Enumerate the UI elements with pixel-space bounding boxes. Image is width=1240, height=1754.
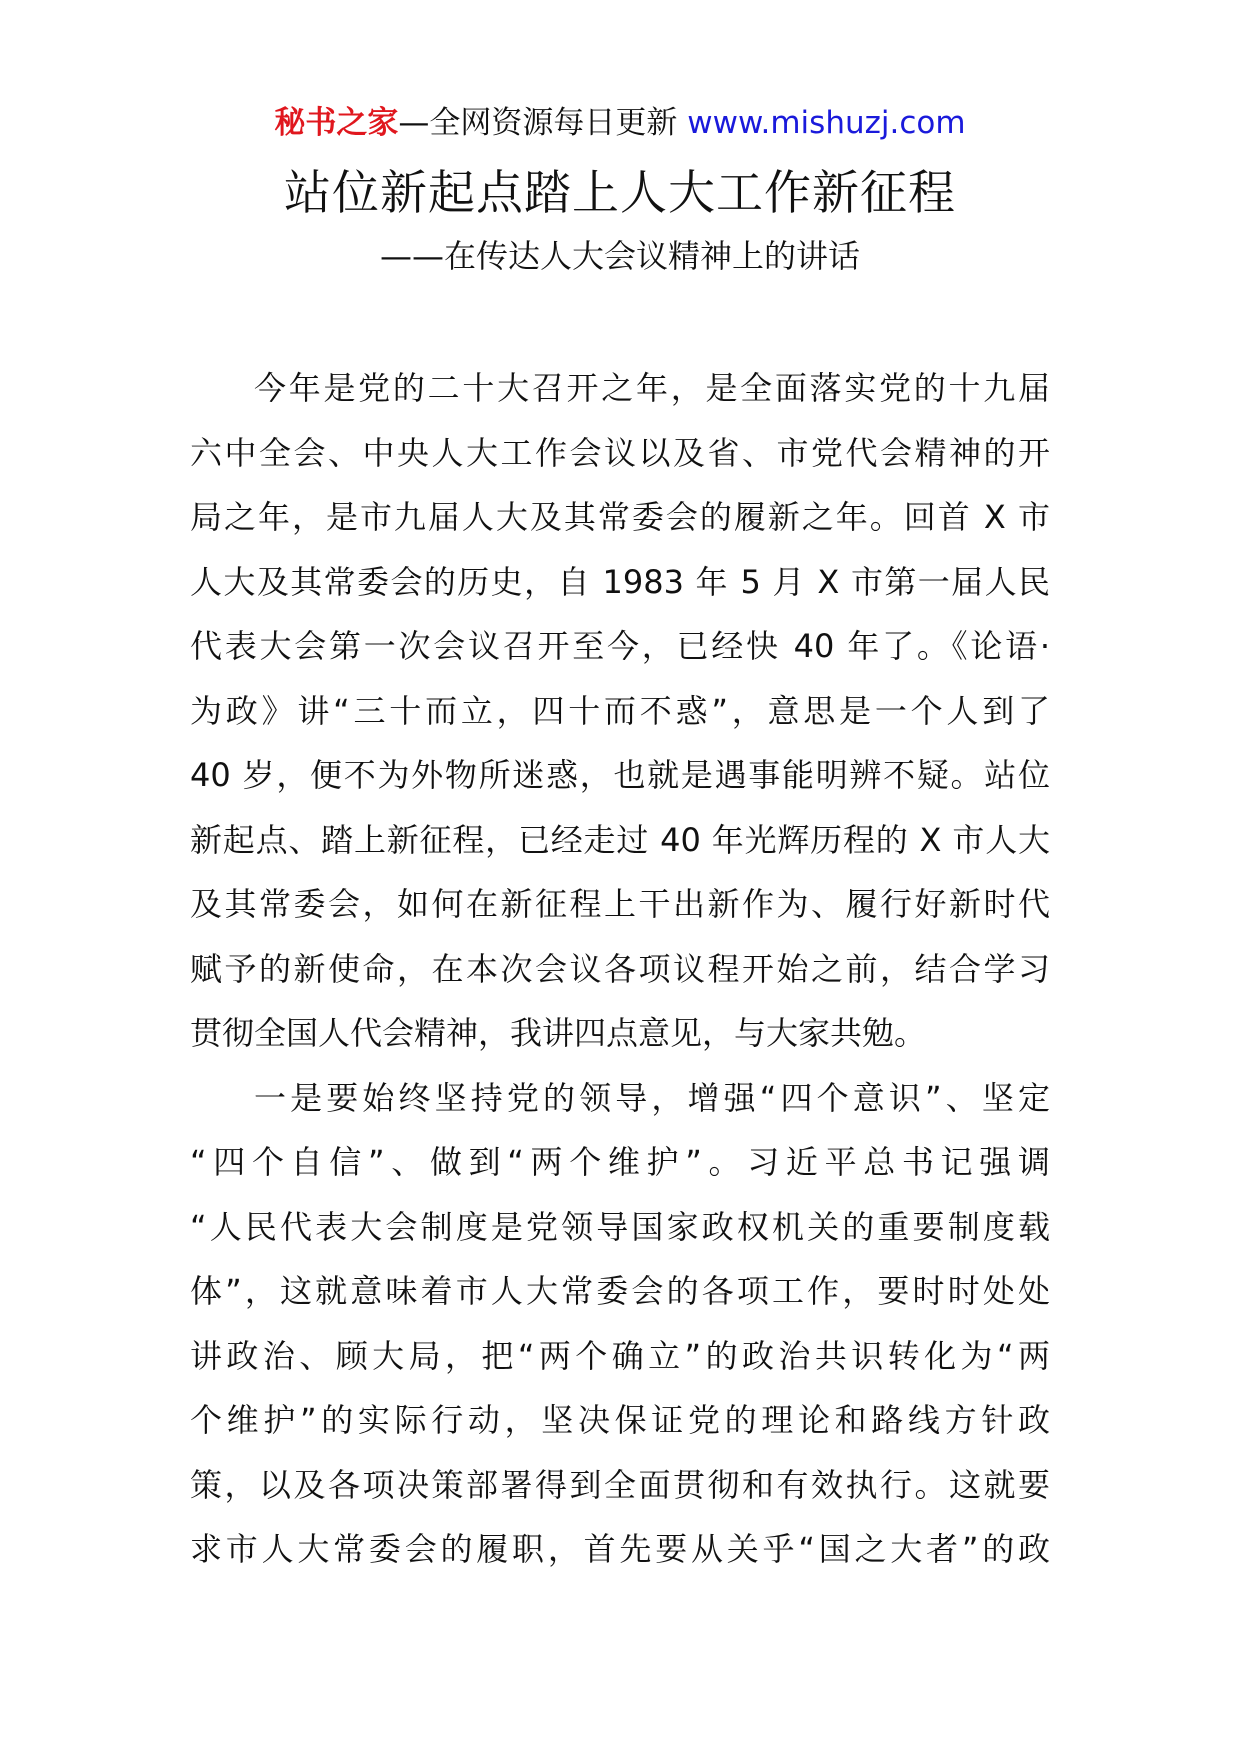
paragraph-line: 赋予的新使命，在本次会议各项议程开始之前，结合学习 — [190, 949, 1050, 988]
paragraph-line: 新起点、踏上新征程，已经走过 40 年光辉历程的 X 市人大 — [190, 820, 1050, 859]
site-header — [0, 100, 1240, 146]
paragraph-line: 今年是党的二十大召开之年，是全面落实党的十九届 — [254, 369, 1050, 407]
document-title: 站位新起点踏上人大工作新征程 — [284, 166, 956, 221]
paragraph-line: 局之年，是市九届人大及其常委会的履新之年。回首 X 市 — [190, 498, 1050, 536]
paragraph-line: 体”，这就意味着市人大常委会的各项工作，要时时处处 — [190, 1272, 1050, 1310]
paragraph-line: 为政》讲“三十而立，四十而不惑”，意思是一个人到了 — [190, 691, 1050, 730]
paragraph-line: 贯彻全国人代会精神，我讲四点意见，与大家共勉。 — [190, 1014, 927, 1052]
paragraph-line: 求市人大常委会的履职，首先要从关乎“国之大者”的政 — [190, 1530, 1050, 1568]
paragraph-line: 人大及其常委会的历史，自 1983 年 5 月 X 市第一届人民 — [190, 562, 1050, 601]
paragraph-line: 代表大会第一次会议召开至今，已经快 40 年了。《论语· — [190, 627, 1050, 665]
paragraph-line: 个维护”的实际行动，坚决保证党的理论和路线方针政 — [190, 1401, 1050, 1439]
paragraph-line: 及其常委会，如何在新征程上干出新作为、履行好新时代 — [190, 885, 1050, 923]
paragraph-line: “四个自信”、做到“两个维护”。习近平总书记强调 — [190, 1143, 1050, 1181]
document-body — [190, 356, 1050, 1582]
header-slogan: —全网资源每日更新 — [398, 105, 688, 141]
brand-name: 秘书之家 — [274, 105, 399, 141]
document-subtitle: ——在传达人大会议精神上的讲话 — [379, 237, 860, 275]
paragraph-line: 讲政治、顾大局，把“两个确立”的政治共识转化为“两 — [190, 1336, 1050, 1375]
paragraph-line: 40 岁，便不为外物所迷惑，也就是遇事能明辨不疑。站位 — [190, 756, 1050, 794]
site-link[interactable]: www.mishuzj.com — [687, 105, 966, 141]
paragraph-line: 策，以及各项决策部署得到全面贯彻和有效执行。这就要 — [190, 1465, 1050, 1504]
paragraph-line: 六中全会、中央人大工作会议以及省、市党代会精神的开 — [190, 433, 1050, 472]
paragraph-line: 一是要始终坚持党的领导，增强“四个意识”、坚定 — [254, 1078, 1050, 1117]
paragraph-line: “人民代表大会制度是党领导国家政权机关的重要制度载 — [190, 1207, 1050, 1246]
